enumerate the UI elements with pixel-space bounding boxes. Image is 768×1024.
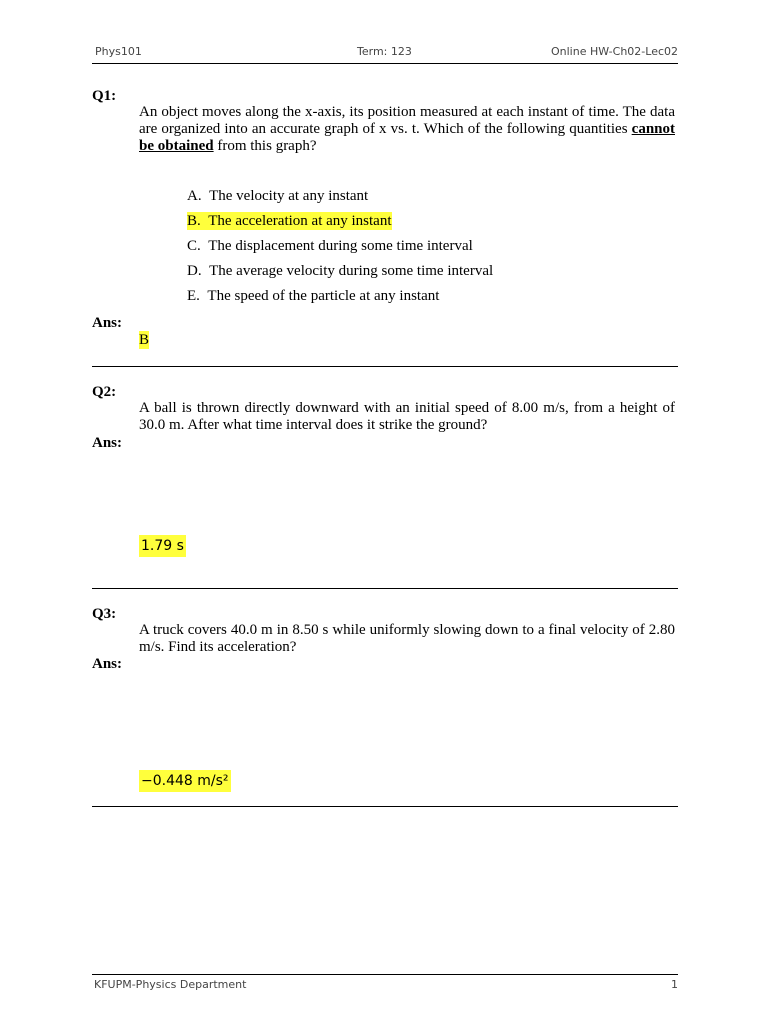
option-text: The displacement during some time interval [208, 238, 473, 254]
option-text: The acceleration at any instant [208, 213, 392, 229]
page-footer [92, 974, 678, 993]
q3-result [139, 771, 231, 791]
q1-option-d [187, 262, 493, 280]
q3-label: Q3: [92, 606, 117, 622]
option-letter: C. [187, 238, 201, 254]
q1-option-e [187, 287, 439, 305]
q1-question-end: from this graph? [213, 138, 317, 154]
q2-ans-label: Ans: [92, 435, 123, 451]
q2-label: Q2: [92, 384, 117, 400]
q3-result-highlight: −0.448 m/s² [139, 770, 231, 792]
q2-question: A ball is thrown directly downward with an initial speed of 8.00 m/s, from a height of 30.0 m. After what time interval does it strike the ground? [139, 400, 675, 433]
q1-question-emphasis: cannot be obtained [139, 121, 675, 154]
page-number: 1 [671, 978, 678, 991]
q1-ans-label: Ans: [92, 315, 123, 331]
term: Term: 123 [357, 45, 412, 58]
q1-answer: B [139, 332, 150, 348]
q1-label: Q1: [92, 88, 117, 104]
q2-result-highlight: 1.79 s [139, 535, 186, 557]
q2-result [139, 536, 186, 556]
q1-option-a [187, 187, 368, 205]
divider [92, 366, 678, 367]
q1-option-b-highlighted [187, 212, 392, 230]
option-letter: A. [187, 188, 202, 204]
option-letter: B. [187, 213, 201, 229]
q3-question: A truck covers 40.0 m in 8.50 s while uniformly slowing down to a final velocity of 2.80 m/s. Find its acceleration? [139, 622, 675, 655]
q1-option-c [187, 237, 473, 255]
option-text: The velocity at any instant [209, 188, 369, 204]
course-code: Phys101 [95, 45, 142, 58]
q1-question-start: An object moves along the x-axis, its position measured at each instant of time. The data are organized into an accurate graph of x vs. t. Which of the following quantities [139, 104, 675, 137]
q1-question [139, 104, 675, 155]
option-letter: E. [187, 288, 200, 304]
assignment-title: Online HW-Ch02-Lec02 [550, 45, 678, 58]
divider [92, 588, 678, 589]
option-text: The average velocity during some time interval [209, 263, 494, 279]
option-letter: D. [187, 263, 202, 279]
department: KFUPM-Physics Department [94, 978, 247, 991]
page-header [92, 45, 678, 64]
option-text: The speed of the particle at any instant [207, 288, 440, 304]
divider [92, 806, 678, 807]
q3-ans-label: Ans: [92, 656, 123, 672]
